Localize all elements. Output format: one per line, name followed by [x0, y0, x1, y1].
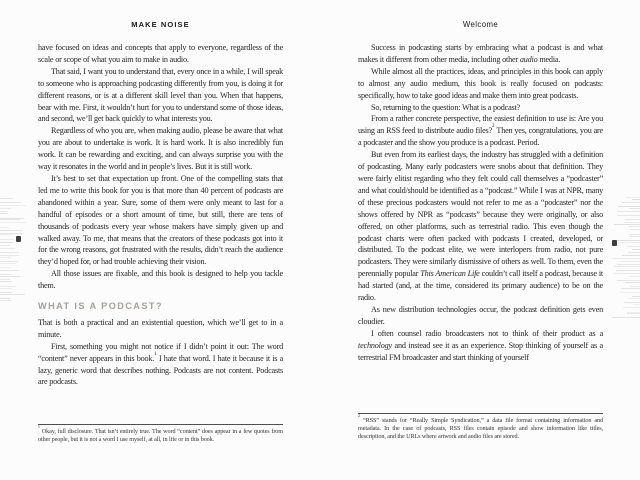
page-edge-streak: [0, 245, 10, 246]
page-edge-streak: [612, 317, 640, 318]
left-footnote-text: $^1$ Okay, full disclosure. That isn’t entirely true. The word “content” does appear in a few quotes from other people, but it is not a word I use myself, at all, in life or in this book.: [38, 425, 283, 443]
page-edge-streak: [617, 280, 640, 281]
right-running-header: Welcome: [462, 20, 499, 29]
page-edge-streak: [0, 222, 26, 223]
footnote-marker: 2: [358, 414, 360, 419]
body-paragraph: Regardless of who you are, when making audio, please be aware that what you are about to undertake is work. It is hard work. It is also incredibly fun work. It can be rewarding and exciting, and can always surprise you with the way it resonates in the world and in people’s lives. But it is still work.: [38, 126, 283, 172]
page-edge-streak: [621, 288, 640, 289]
page-edge-texture-right: [606, 195, 640, 319]
body-paragraph: It’s best to set that expectation up front. One of the compelling stats that led me to write this book for you is that more than 40 percent of podcasts are abandoned within a year. Sure, some of them were only meant to last for a handful of episodes or a short amount of time, but still, there are tens of thousands of podcasts every year whose makers have simply given up and walked away. To me, that means that the creators of these podcasts got into it for the wrong reasons, got frustrated with the results, didn’t reach the audience they’d hoped for, or had trouble achieving their vision.: [38, 173, 283, 267]
right-page: [358, 0, 603, 480]
page-edge-streak: [614, 240, 640, 241]
page-edge-streak: [614, 266, 640, 267]
page-edge-streak: [614, 273, 640, 274]
page-edge-streak: [0, 261, 18, 262]
page-edge-streak: [633, 304, 640, 305]
page-edge-streak: [618, 206, 640, 207]
page-edge-streak: [0, 288, 12, 289]
page-edge-streak: [627, 313, 640, 314]
right-footnote-text: $^2$ “RSS” stands for “Really Simple Syndication,” a data file format containing information and metadata. In the case of podcasts, RSS files contain episode and show information like titles, description, and the URLs where artwork and audio files are stored.: [358, 414, 603, 440]
page-edge-streak: [0, 255, 19, 256]
right-footnote-block: [358, 413, 603, 441]
page-edge-texture-left: [0, 197, 34, 303]
body-paragraph: While almost all the practices, ideas, and principles in this book can apply to almost any audio medium, this book is really focused on podcasts: specifically, how to take good ideas and make them into great podcasts.: [358, 66, 603, 100]
page-edge-streak: [0, 292, 12, 293]
page-edge-streak: [0, 298, 10, 299]
page-edge-streak: [627, 246, 640, 247]
page-edge-streak: [632, 249, 640, 250]
page-edge-streak: [631, 229, 640, 230]
body-paragraph: As new distribution technologies occur, the podcast definition gets even cloudier.: [358, 304, 603, 326]
italic-text: audio: [519, 54, 538, 64]
page-edge-streak: [0, 279, 10, 280]
page-edge-streak: [622, 255, 640, 256]
page-edge-streak: [625, 282, 640, 283]
page-edge-streak: [632, 199, 640, 200]
page-edge-streak: [628, 252, 640, 253]
page-edge-streak: [624, 302, 640, 303]
page-edge-streak: [0, 233, 24, 234]
page-edge-streak: [0, 263, 16, 264]
page-edge-streak: [620, 292, 640, 293]
page-edge-streak: [625, 219, 640, 220]
page-edge-streak: [0, 267, 10, 268]
body-paragraph: have focused on ideas and concepts that apply to everyone, regardless of the scale or scope of what you aim to make in audio.: [38, 43, 283, 64]
page-edge-streak: [0, 230, 22, 231]
page-edge-streak: [0, 257, 11, 258]
right-footnote-divider: [358, 413, 603, 414]
page-edge-streak: [0, 248, 15, 249]
body-paragraph: That is both a practical and an existential question, which we’ll get to in a minute.: [38, 317, 283, 339]
page-edge-streak: [614, 224, 640, 225]
page-edge-streak: [0, 213, 8, 214]
page-edge-streak: [623, 307, 640, 308]
page-edge-streak: [621, 202, 640, 203]
page-edge-streak: [619, 242, 640, 243]
body-paragraph: First, something you might not notice if I didn’t point it out: The word “content” never appears in this book.$^1$ I hate that word. I hate it because it is a lazy, generic word that describes nothing. Podcasts are not content. Podcasts are podcasts.: [38, 341, 283, 387]
left-running-header: MAKE NOISE: [131, 20, 190, 29]
page-edge-streak: [630, 236, 640, 237]
page-edge-marker-left: [16, 236, 21, 242]
page-edge-streak: [0, 218, 24, 219]
page-edge-streak: [624, 222, 640, 223]
page-edge-streak: [620, 261, 640, 262]
page-edge-streak: [0, 281, 12, 282]
left-footnote-block: [38, 424, 283, 444]
body-paragraph: So, returning to the question: What is a podcast?: [371, 102, 520, 112]
right-page-body: [358, 42, 603, 411]
left-page: [38, 0, 283, 480]
body-paragraph: All those issues are fixable, and this book is designed to help you tackle them.: [38, 269, 283, 291]
body-paragraph: I often counsel radio broadcasters not to think of their product as a technology and instead see it as an experience. Stop thinking of yourself as a terrestrial FM broadcaster and start thinking of yourself: [358, 328, 603, 362]
page-edge-streak: [632, 296, 640, 297]
page-edge-streak: [0, 276, 20, 277]
page-edge-streak: [0, 242, 13, 243]
page-edge-streak: [0, 252, 19, 253]
page-edge-marker-right: [612, 240, 617, 246]
page-edge-streak: [0, 211, 7, 212]
page-edge-streak: [0, 208, 11, 209]
body-paragraph: From a rather concrete perspective, the easiest definition to use is: Are you using an RSS feed to distribute audio files?$^2$ Then yes, congratulations, you are a podcaster and the show you produce is a podcast. Period.: [358, 114, 603, 148]
page-edge-streak: [627, 312, 640, 313]
page-edge-streak: [0, 274, 11, 275]
page-edge-streak: [0, 294, 25, 295]
page-edge-streak: [0, 198, 13, 199]
page-edge-streak: [629, 234, 640, 235]
page-edge-streak: [0, 227, 9, 228]
page-edge-streak: [0, 234, 13, 235]
italic-text: technology: [358, 340, 392, 350]
page-edge-streak: [612, 258, 640, 259]
page-edge-streak: [626, 197, 640, 198]
page-edge-streak: [617, 211, 640, 212]
left-page-body: [38, 42, 283, 422]
footnote-reference: 1: [154, 350, 157, 357]
italic-text: This American Life: [420, 269, 480, 279]
body-paragraph: That said, I want you to understand that, every once in a while, I will speak to someone who is approaching podcasting differently from you, is doing it for different reasons, or is at a different skill level than you. When that happens, bear with me. First, it wouldn’t hurt for you to understand some of those ideas, and second, we’ll get back quickly to what interests you.: [38, 66, 283, 124]
footnote-marker: 1: [38, 425, 40, 430]
page-edge-streak: [0, 270, 19, 271]
page-edge-streak: [0, 202, 21, 203]
body-paragraph: Success in podcasting starts by embracing what a podcast is and what makes it different from other media, including other audio media.: [358, 43, 603, 64]
left-footnote-divider: [38, 424, 283, 425]
page-edge-streak: [630, 286, 640, 287]
page-edge-streak: [629, 208, 640, 209]
footnote-reference: 2: [491, 123, 495, 130]
page-edge-streak: [0, 300, 11, 301]
page-edge-streak: [629, 276, 640, 277]
page-edge-streak: [0, 286, 16, 287]
section-heading: WHAT IS A PODCAST?: [38, 301, 163, 312]
body-paragraph: But even from its earliest days, the industry has struggled with a definition of podcasting. Many early podcasters were snobs about that definition. They were fairly elitist regarding who they felt could call themselves a “podcaster” and what could/should be identified as a “podcast.” While I was at NPR, many of these precious podcasters would not refer to me as a “podcaster” nor the shows offered by NPR as “podcasts” because they were originally, or also offered, on other platforms, such as terrestrial radio. This even though the podcast charts were often packed with podcasts I created, developed, or distributed. To the podcast elite, we were interlopers from radio, not pure podcasters. They were similarly dismissive of others as well. To them, even the perennially popular This American Life couldn’t call itself a podcast, because it had started (and, at the time, considered its primary audience) to be on the radio.: [358, 150, 603, 303]
page-edge-streak: [628, 298, 640, 299]
page-edge-streak: [616, 270, 640, 271]
page-edge-streak: [629, 226, 640, 227]
page-edge-streak: [0, 205, 26, 206]
page-edge-streak: [617, 264, 640, 265]
page-edge-streak: [617, 215, 640, 216]
page-edge-streak: [0, 219, 20, 220]
page-edge-streak: [0, 239, 14, 240]
